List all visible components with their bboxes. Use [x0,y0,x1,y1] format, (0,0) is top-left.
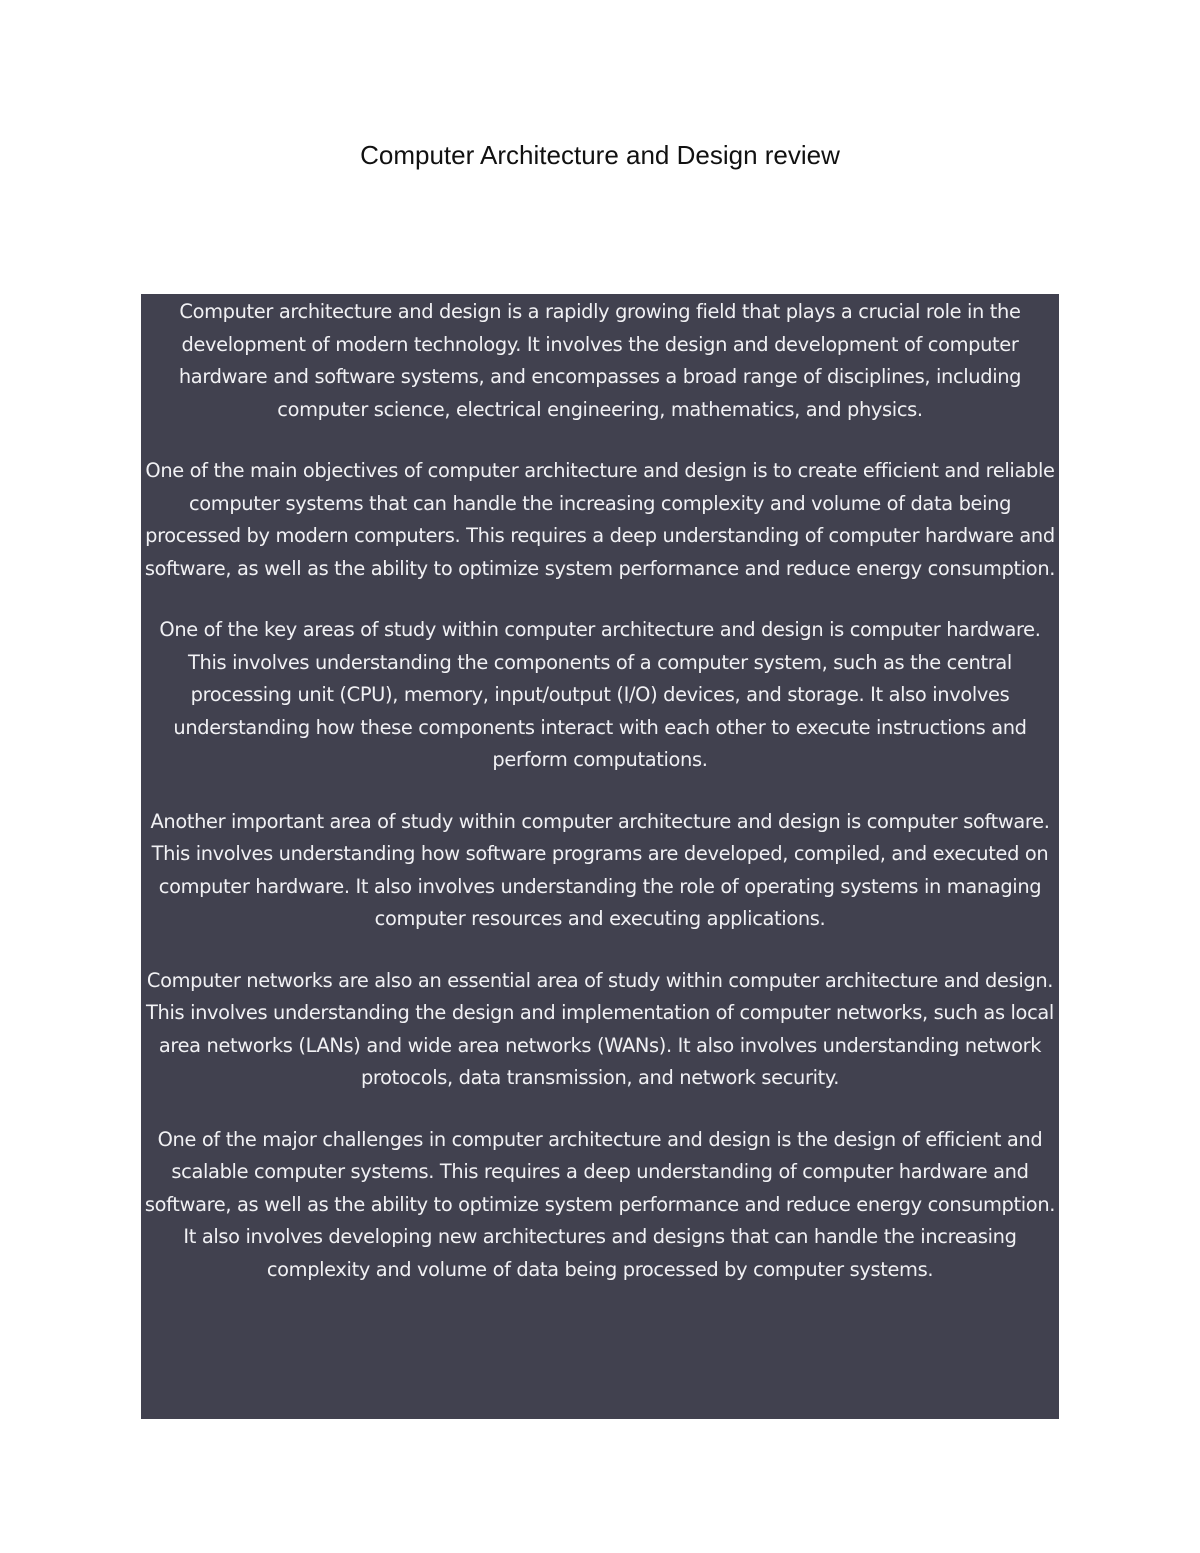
content-box [141,294,1059,1419]
paragraph-4: Another important area of study within computer architecture and design is computer software. This involves understanding how software programs are developed, compiled, and executed on computer hardware. It also involves understanding the role of operating systems in managing computer resources and executing applications. [150,809,1050,930]
paragraph-3: One of the key areas of study within computer architecture and design is computer hardware. This involves understanding the components of a computer system, such as the central processing unit (CPU), memory, input/output (I/O) devices, and storage. It also involves understanding how these components interact with each other to execute instructions and perform computations. [159,618,1041,771]
paragraph-6: One of the major challenges in computer architecture and design is the design of efficient and scalable computer systems. This requires a deep understanding of computer hardware and software, as well as the ability to optimize system performance and reduce energy consumption. It also involves developing new architectures and designs that can handle the increasing complexity and volume of data being processed by computer systems. [144,1127,1056,1281]
paragraph-1: Computer architecture and design is a rapidly growing field that plays a crucial role in the development of modern technology. It involves the design and development of computer hardware and software systems, and encompasses a broad range of disciplines, including computer science, electrical engineering, mathematics, and physics. [178,300,1022,421]
paragraph-2: One of the main objectives of computer architecture and design is to create efficient and reliable computer systems that can handle the increasing complexity and volume of data being processed by modern computers. This requires a deep understanding of computer hardware and software, as well as the ability to optimize system performance and reduce energy consumption. [144,459,1056,580]
document-title: Computer Architecture and Design review [360,140,840,170]
paragraph-5: Computer networks are also an essential area of study within computer architecture and design. This involves understanding the design and implementation of computer networks, such as local area networks (LANs) and wide area networks (WANs). It also involves understanding network protocols, data transmission, and network security. [146,968,1054,1089]
